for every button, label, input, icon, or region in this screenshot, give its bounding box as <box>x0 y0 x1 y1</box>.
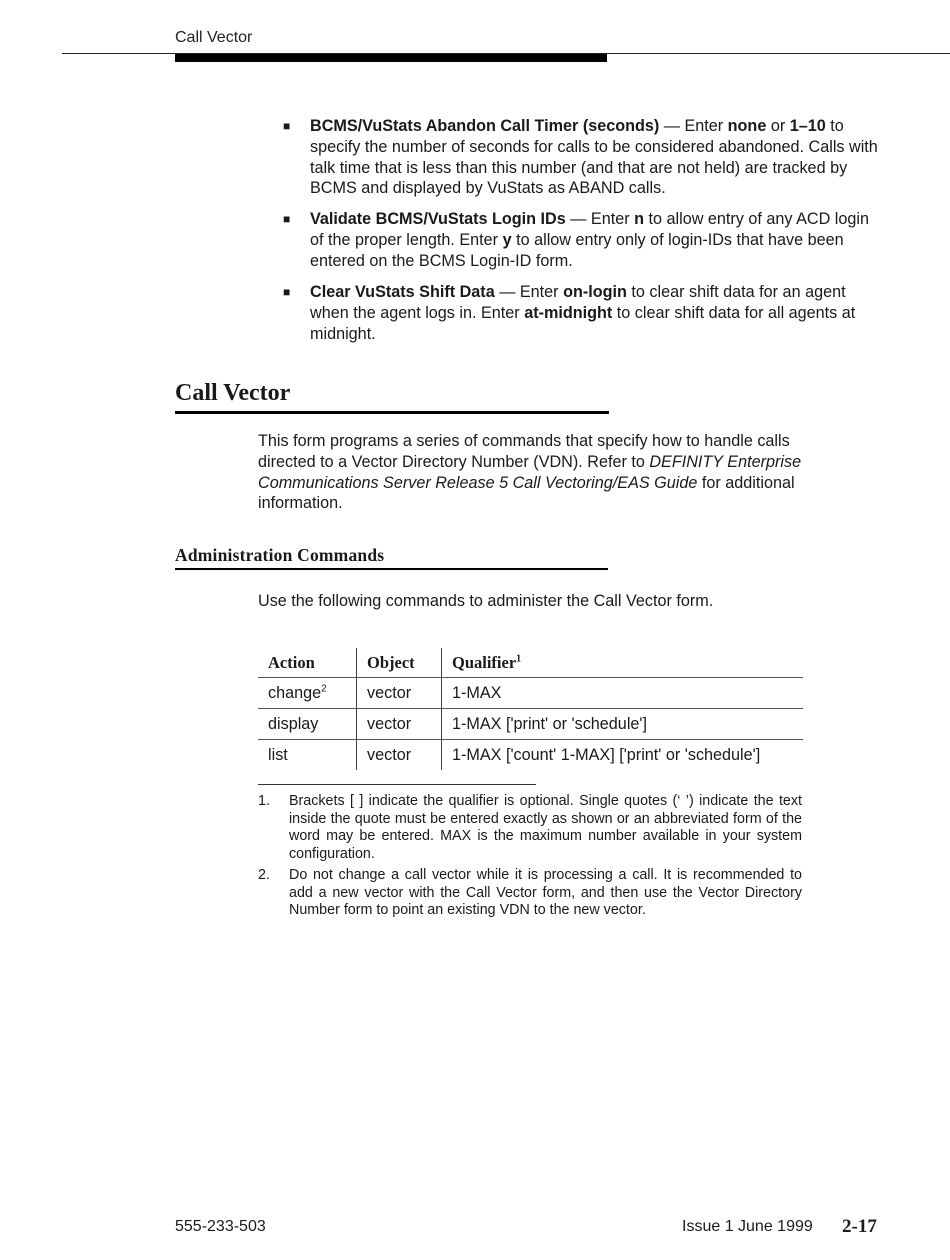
bullet-square-icon: ■ <box>283 285 291 299</box>
cell-action: list <box>258 740 357 771</box>
issue-date: Issue 1 June 1999 <box>682 1218 813 1235</box>
cell-qualifier: 1-MAX ['print' or 'schedule'] <box>442 709 804 740</box>
footnote-ref: 2 <box>321 683 327 695</box>
footnote-1 <box>258 793 803 865</box>
page-number: 2-17 <box>842 1216 877 1237</box>
col-header-qualifier: Qualifier$^1$ <box>452 653 522 672</box>
table-row <box>258 740 803 771</box>
cell-object: vector <box>357 709 442 740</box>
col-header-action: Action <box>258 648 357 678</box>
bullet-square-icon: ■ <box>283 212 291 226</box>
section-rule <box>175 411 609 414</box>
bullet-text: Validate BCMS/VuStats Login IDs — Enter n to allow entry of any ACD login of the proper length. Enter y to allow entry only of login-IDs that have been entered on the BCMS Login-ID form. <box>310 210 869 270</box>
commands-table <box>258 648 803 770</box>
cell-qualifier: 1-MAX <box>442 678 804 709</box>
footnote-number: 1. <box>258 793 270 809</box>
bullet-abandon-timer <box>283 116 883 200</box>
usage-paragraph: Use the following commands to administer the Call Vector form. <box>258 592 714 610</box>
subsection-rule <box>175 568 608 570</box>
subsection-title: Administration Commands <box>175 545 385 565</box>
running-head: Call Vector <box>175 29 253 46</box>
footnote-rule <box>258 784 536 785</box>
cell-qualifier: 1-MAX ['count' 1-MAX] ['print' or 'schedule'] <box>442 740 804 771</box>
bullet-validate-login <box>283 209 883 272</box>
bullet-text: Clear VuStats Shift Data — Enter on-login to clear shift data for an agent when the agent logs in. Enter at-midnight to clear shift data for all agents at midnight. <box>310 283 856 343</box>
cell-object: vector <box>357 678 442 709</box>
footnote-number: 2. <box>258 867 270 883</box>
header-thick-bar <box>175 54 607 62</box>
intro-paragraph: This form programs a series of commands that specify how to handle calls directed to a Vector Directory Number (VDN). Refer to DEFINITY Enterprise Communications Server Release 5 Call Vectoring/EAS Guide for additional information. <box>258 432 802 513</box>
section-title: Call Vector <box>175 380 291 406</box>
bullet-text: BCMS/VuStats Abandon Call Timer (seconds) — Enter none or 1–10 to specify the number of seconds for calls to be considered abandoned. Calls with talk time that is less than this number (and that are not held) are tracked by BCMS and displayed by VuStats as ABAND calls. <box>310 117 878 198</box>
cell-action: display <box>258 709 357 740</box>
bullet-clear-shift <box>283 282 883 345</box>
document-number: 555-233-503 <box>175 1218 266 1235</box>
footnote-text: Do not change a call vector while it is processing a call. It is recommended to add a new vector with the Call Vector form, and then use the Vector Directory Number form to point an existing VDN to the new vector. <box>289 867 802 919</box>
col-header-object: Object <box>357 648 442 678</box>
cell-object: vector <box>357 740 442 771</box>
footnote-ref: 1 <box>516 653 522 665</box>
table-row <box>258 709 803 740</box>
bullet-square-icon: ■ <box>283 119 291 133</box>
cell-action: change$^2$ <box>258 678 357 709</box>
footnote-text: Brackets [ ] indicate the qualifier is optional. Single quotes (‘ ’) indicate the text inside the quote must be entered exactly as shown or an abbreviated form of the word may be entered. MAX is the maximum number available in your system configuration. <box>289 793 802 862</box>
guide-title: DEFINITY Enterprise Communications Server Release 5 Call Vectoring/EAS Guide <box>258 452 802 492</box>
table-header-row <box>258 648 803 678</box>
footnote-2 <box>258 867 803 921</box>
table-row <box>258 678 803 709</box>
